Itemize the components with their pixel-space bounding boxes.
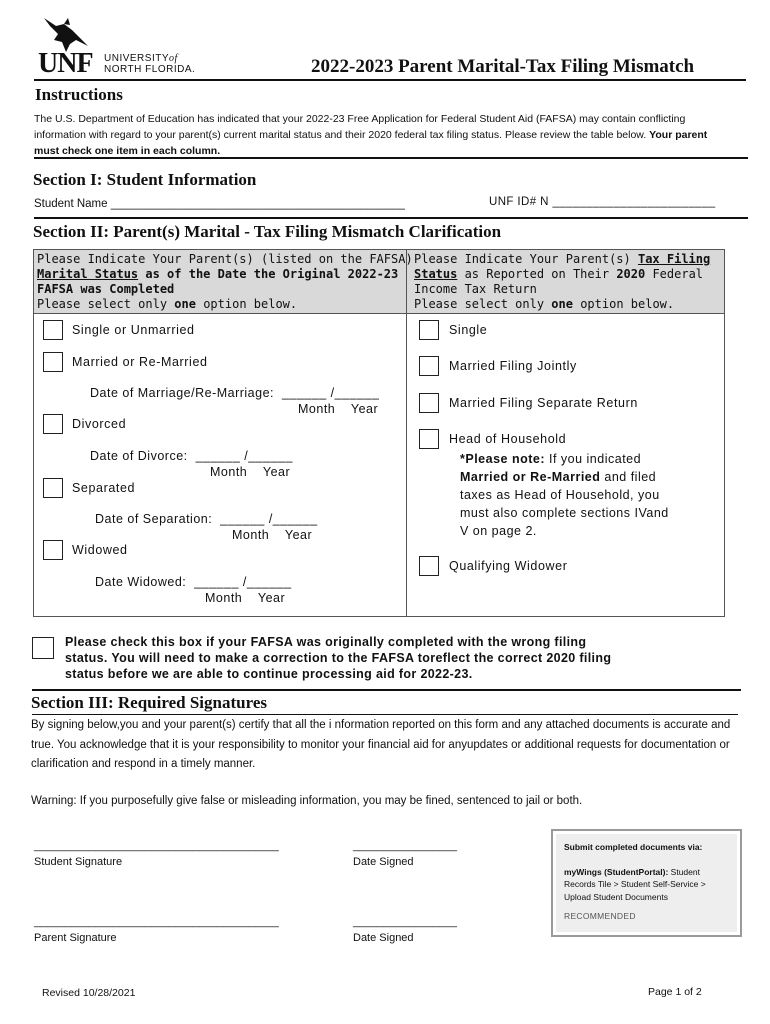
instructions-heading: Instructions <box>35 85 123 104</box>
widowed-date-sublabel: Month Year <box>205 591 286 605</box>
marital-status-header: Please Indicate Your Parent(s) (listed on the FAFSA) Marital Status as of the Date the Original 2022-23 FAFSA was Completed Please select only one option below. <box>37 252 413 311</box>
submit-info-title: Submit completed documents via: <box>564 842 703 852</box>
logo-university: UNIVERSITYof NORTH FLORIDA. <box>104 53 196 75</box>
divorced-checkbox[interactable] <box>43 414 63 434</box>
table-header-divider <box>34 313 724 314</box>
marriage-date-field[interactable]: Date of Marriage/Re-Marriage: ______ /______ <box>90 386 380 400</box>
separation-date-sublabel: Month Year <box>232 528 313 542</box>
student-name-field[interactable]: Student Name ______________________________________________ <box>34 198 405 210</box>
section3-top-rule <box>32 689 741 691</box>
separation-date-field[interactable]: Date of Separation: ______ /______ <box>95 512 318 526</box>
divorced-label: Divorced <box>72 417 127 431</box>
divorce-date-field[interactable]: Date of Divorce: ______ /______ <box>90 449 293 463</box>
head-of-household-checkbox[interactable] <box>419 429 439 449</box>
head-of-household-label: Head of Household <box>449 432 567 446</box>
student-date-label: Date Signed <box>353 856 414 868</box>
parent-date-label: Date Signed <box>353 932 414 944</box>
separated-label: Separated <box>72 481 136 495</box>
student-signature-label: Student Signature <box>34 856 123 868</box>
parent-signature-label: Parent Signature <box>34 932 117 944</box>
student-date-line[interactable]: _________________ <box>353 840 458 852</box>
wrong-filing-status-checkbox[interactable] <box>32 637 54 659</box>
wrong-filing-status-text: Please check this box if your FAFSA was originally completed with the wrong filing status. You will need to make a correction to the FAFSA toreflect the correct 2020 filing status before we are able to continue processing aid for 2022-23. <box>65 635 612 681</box>
page-number: Page 1 of 2 <box>648 986 702 998</box>
certification-text: By signing below,you and your parent(s) certify that all the i nformation reported on this form and any attached documents is accurate and true. You acknowledge that it is your responsibility to monitor your financial aid for anyupdates or additional requests for documentation or clarification and respond in a timely manner. <box>31 719 731 770</box>
qualifying-widower-checkbox[interactable] <box>419 556 439 576</box>
title-rule <box>34 79 746 81</box>
section1-heading: Section I: Student Information <box>33 170 257 189</box>
section2-heading: Section II: Parent(s) Marital - Tax Filing Mismatch Clarification <box>33 222 502 241</box>
instructions-rule <box>34 157 748 159</box>
section3-heading: Section III: Required Signatures <box>31 693 267 712</box>
submit-info-inner <box>556 834 737 932</box>
married-label: Married or Re-Married <box>72 355 208 369</box>
single-unmarried-checkbox[interactable] <box>43 320 63 340</box>
married-filing-separate-checkbox[interactable] <box>419 393 439 413</box>
qualifying-widower-label: Qualifying Widower <box>449 559 568 573</box>
married-checkbox[interactable] <box>43 352 63 372</box>
section1-rule <box>34 217 748 219</box>
married-filing-jointly-checkbox[interactable] <box>419 356 439 376</box>
head-of-household-note: *Please note: If you indicated Married or Re-Married and filed taxes as Head of Household, you must also complete sections IVand V on page 2. <box>460 452 669 538</box>
widowed-label: Widowed <box>72 543 128 557</box>
logo-abbrev: UNF <box>38 48 93 79</box>
page-title: 2022-2023 Parent Marital-Tax Filing Mismatch <box>311 56 695 77</box>
section3-bottom-rule <box>32 714 738 715</box>
tax-single-checkbox[interactable] <box>419 320 439 340</box>
submit-info-mywings: myWings (StudentPortal): Student Records Tile > Student Self-Service > Upload Student Documents <box>564 866 706 902</box>
parent-signature-line[interactable]: ________________________________________ <box>34 916 279 928</box>
marriage-date-sublabel: Month Year <box>298 402 379 416</box>
single-unmarried-label: Single or Unmarried <box>72 323 195 337</box>
divorce-date-sublabel: Month Year <box>210 465 291 479</box>
warning-text: Warning: If you purposefully give false or misleading information, you may be fined, sentenced to jail or both. <box>31 795 583 807</box>
submit-info-box <box>551 829 742 937</box>
widowed-date-field[interactable]: Date Widowed: ______ /______ <box>95 575 292 589</box>
married-filing-jointly-label: Married Filing Jointly <box>449 359 577 373</box>
tax-single-label: Single <box>449 323 488 337</box>
married-filing-separate-label: Married Filing Separate Return <box>449 396 638 410</box>
revised-date: Revised 10/28/2021 <box>42 987 136 999</box>
instructions-body: The U.S. Department of Education has indicated that your 2022-23 Free Application for Federal Student Aid (FAFSA) may contain conflicting information with regard to your parent(s) current marital status and their 2020 federal tax filing status. Please review the table below. Your parent must check one item in each column. <box>34 113 708 157</box>
submit-info-recommended: RECOMMENDED <box>564 911 636 921</box>
parent-date-line[interactable]: _________________ <box>353 916 458 928</box>
tax-filing-header: Please Indicate Your Parent(s) Tax Filing Status as Reported on Their 2020 Federal Income Tax Return Please select only one option below. <box>414 252 711 311</box>
widowed-checkbox[interactable] <box>43 540 63 560</box>
separated-checkbox[interactable] <box>43 478 63 498</box>
student-signature-line[interactable]: ________________________________________ <box>34 840 279 852</box>
unf-id-field[interactable]: UNF ID# N ________________________ <box>489 196 716 208</box>
